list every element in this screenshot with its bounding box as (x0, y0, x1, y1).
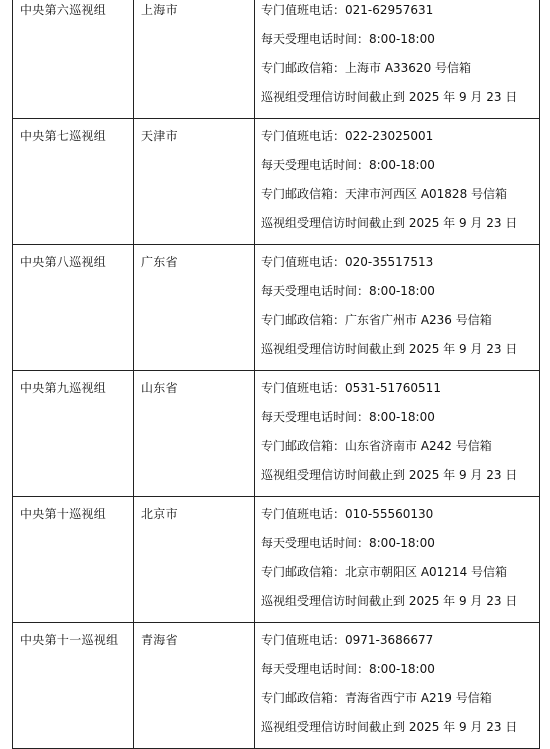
petition-deadline-line: 巡视组受理信访时间截止到 2025 年 9 月 23 日 (261, 720, 518, 734)
contact-info-cell (255, 119, 540, 245)
postal-mailbox-line: 专门邮政信箱：广东省广州市 A236 号信箱 (261, 313, 492, 327)
postal-mailbox-line: 专门邮政信箱：青海省西宁市 A219 号信箱 (261, 691, 492, 705)
contact-info-cell (255, 0, 540, 119)
region-cell: 北京市 (134, 497, 255, 623)
duty-phone-line: 专门值班电话：022-23025001 (261, 129, 434, 143)
group-name-cell: 中央第七巡视组 (13, 119, 134, 245)
region-cell: 上海市 (134, 0, 255, 119)
group-name-cell: 中央第六巡视组 (13, 0, 134, 119)
postal-mailbox-line: 专门邮政信箱：北京市朝阳区 A01214 号信箱 (261, 565, 508, 579)
phone-hours-line: 每天受理电话时间：8:00-18:00 (261, 32, 435, 46)
postal-mailbox-line: 专门邮政信箱：上海市 A33620 号信箱 (261, 61, 472, 75)
petition-deadline-line: 巡视组受理信访时间截止到 2025 年 9 月 23 日 (261, 594, 518, 608)
petition-deadline-line: 巡视组受理信访时间截止到 2025 年 9 月 23 日 (261, 216, 518, 230)
duty-phone-line: 专门值班电话：010-55560130 (261, 507, 434, 521)
region-cell: 青海省 (134, 623, 255, 749)
petition-deadline-line: 巡视组受理信访时间截止到 2025 年 9 月 23 日 (261, 90, 518, 104)
petition-deadline-line: 巡视组受理信访时间截止到 2025 年 9 月 23 日 (261, 468, 518, 482)
phone-hours-line: 每天受理电话时间：8:00-18:00 (261, 662, 435, 676)
contact-info-cell (255, 497, 540, 623)
inspection-contact-table (12, 0, 540, 749)
petition-deadline-line: 巡视组受理信访时间截止到 2025 年 9 月 23 日 (261, 342, 518, 356)
region-cell: 天津市 (134, 119, 255, 245)
phone-hours-line: 每天受理电话时间：8:00-18:00 (261, 410, 435, 424)
table-row (13, 119, 540, 245)
phone-hours-line: 每天受理电话时间：8:00-18:00 (261, 158, 435, 172)
group-name-cell: 中央第九巡视组 (13, 371, 134, 497)
phone-hours-line: 每天受理电话时间：8:00-18:00 (261, 536, 435, 550)
table-row (13, 245, 540, 371)
table-row (13, 623, 540, 749)
group-name-cell: 中央第八巡视组 (13, 245, 134, 371)
contact-info-cell (255, 623, 540, 749)
postal-mailbox-line: 专门邮政信箱：天津市河西区 A01828 号信箱 (261, 187, 508, 201)
postal-mailbox-line: 专门邮政信箱：山东省济南市 A242 号信箱 (261, 439, 492, 453)
contact-info-cell (255, 245, 540, 371)
region-cell: 山东省 (134, 371, 255, 497)
contact-info-cell (255, 371, 540, 497)
table-row (13, 0, 540, 119)
region-cell: 广东省 (134, 245, 255, 371)
phone-hours-line: 每天受理电话时间：8:00-18:00 (261, 284, 435, 298)
table-row (13, 497, 540, 623)
group-name-cell: 中央第十巡视组 (13, 497, 134, 623)
group-name-cell: 中央第十一巡视组 (13, 623, 134, 749)
duty-phone-line: 专门值班电话：0531-51760511 (261, 381, 441, 395)
duty-phone-line: 专门值班电话：021-62957631 (261, 3, 434, 17)
duty-phone-line: 专门值班电话：0971-3686677 (261, 633, 434, 647)
table-row (13, 371, 540, 497)
duty-phone-line: 专门值班电话：020-35517513 (261, 255, 434, 269)
